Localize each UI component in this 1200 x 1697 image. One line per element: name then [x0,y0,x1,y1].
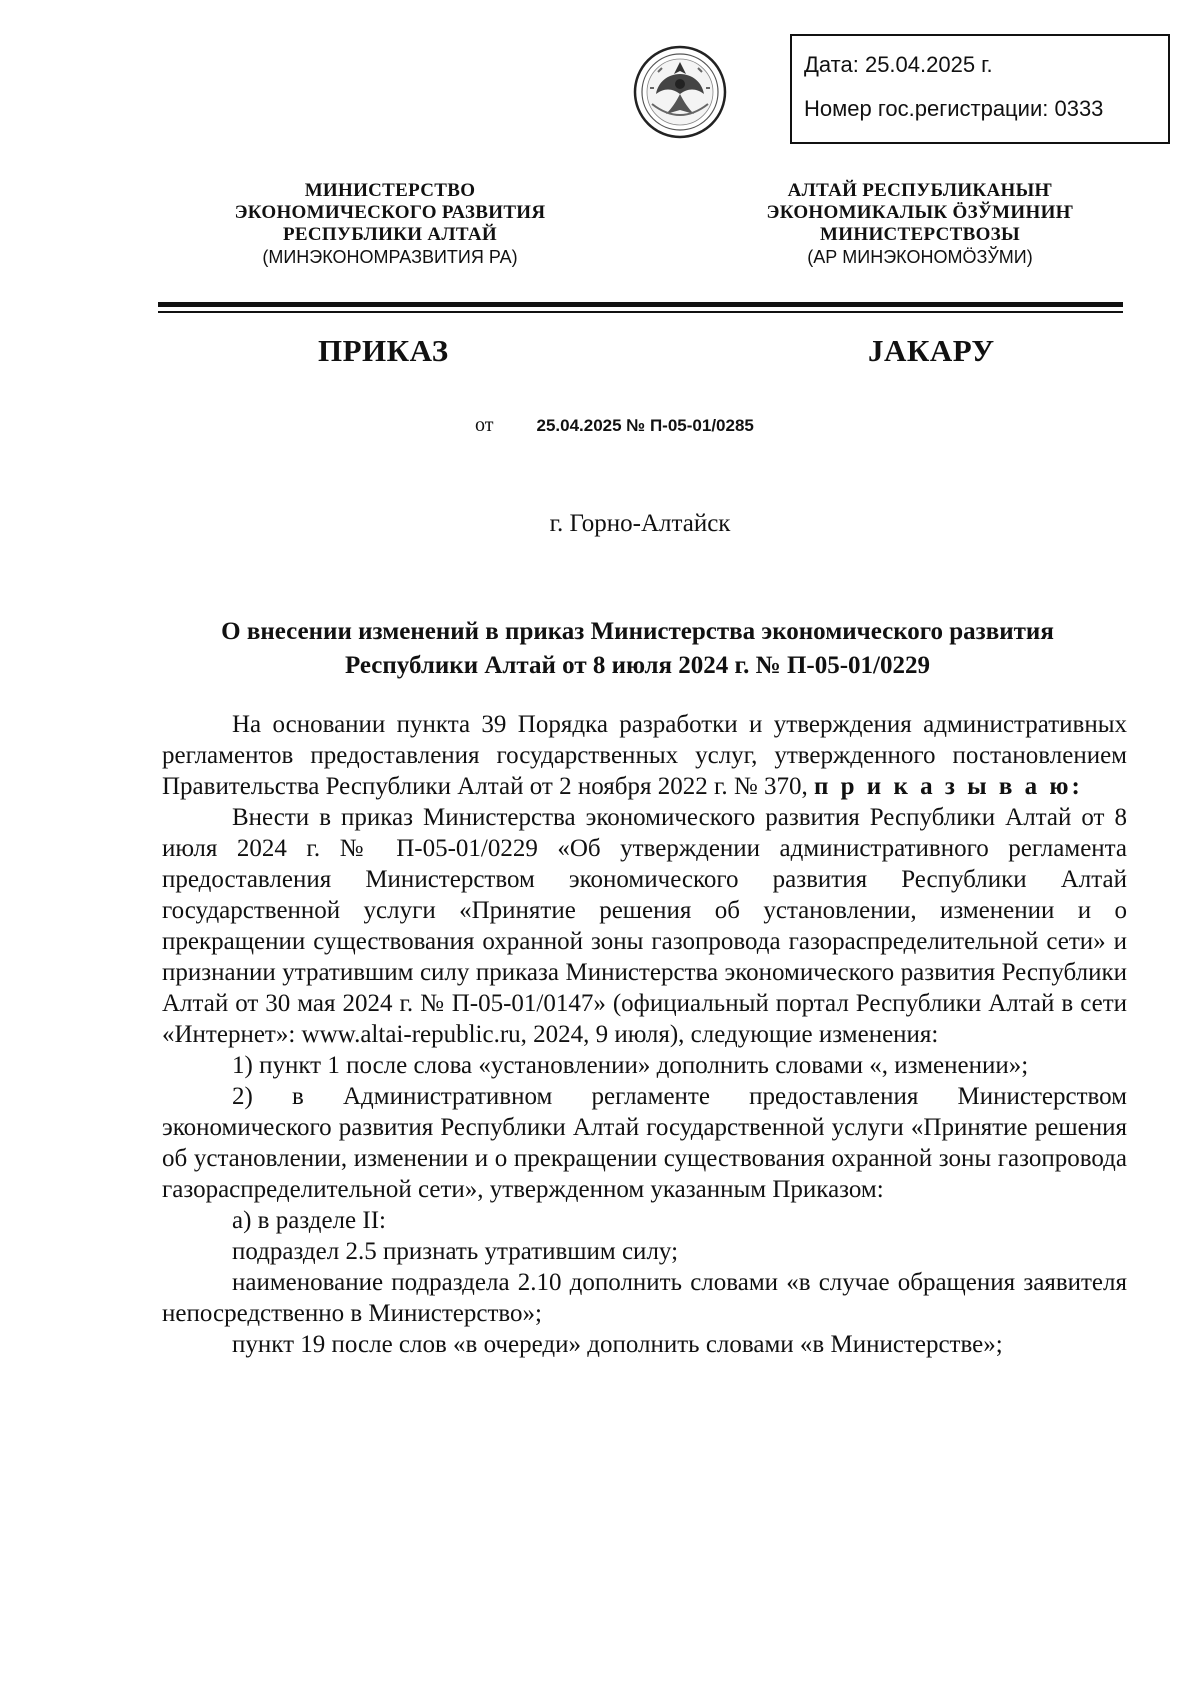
header-ru-abbr: (МИНЭКОНОМРАЗВИТИЯ РА) [262,247,518,267]
body-line-19: пункт 19 после слов «в очереди» дополнить словами «в Министерстве»; [232,1331,1003,1358]
stamp-reg-label: Номер гос.регистрации: [804,96,1049,121]
header-alt-abbr: (АР МИНЭКОНОМÖЗЎМИ) [807,247,1033,267]
order-from-label: от [475,414,494,436]
order-subject [150,615,1125,683]
header-ru-line1: МИНИСТЕРСТВО [304,180,476,201]
body-paragraph-basis [162,709,1127,802]
basis-text: На основании пункта 39 Порядка разработки и утверждения административных регламентов предоставления государственных услуг, утвержденного постановлением Правительства Республики Алтай от 2 ноября 2022 г. № 370, [162,711,1127,800]
stamp-date-value: 25.04.2025 г. [864,52,993,77]
body-line-2-10: наименование подраздела 2.10 дополнить словами «в случае обращения заявителя непосредственно в Министерство»; [162,1269,1127,1327]
order-body [162,709,1127,1360]
order-directive: п р и к а з ы в а ю: [813,773,1083,800]
ministry-header-alt [745,180,1095,268]
document-title-alt: ЈАКАРУ [868,333,995,368]
body-item-1: 1) пункт 1 после слова «установлении» дополнить словами «, изменении»; [232,1052,1029,1079]
body-paragraph-amend: Внести в приказ Министерства экономического развития Республики Алтай от 8 июля 2024 г. № П-05-01/0229 «Об утверждении административного регламента предоставления Министерством экономического развития Республики Алтай государственной услуги «Принятие решения об установлении, изменении и о прекращении существования охранной зоны газопровода газораспределительной сети» и признании утратившим силу приказа Министерства экономического развития Республики Алтай от 30 мая 2024 г. № П-05-01/0147» (официальный портал Республики Алтай в сети «Интернет»: www.altai-republic.ru, 2024, 9 июля), следующие изменения: [162,804,1127,1048]
header-divider-thin [158,311,1123,313]
stamp-reg-line [804,94,1168,138]
body-subitem-a: а) в разделе II: [232,1207,386,1234]
stamp-date-line [804,50,1168,94]
body-line-2-5: подраздел 2.5 признать утратившим силу; [232,1238,679,1265]
header-divider-thick [158,302,1123,307]
header-alt-line3: МИНИСТЕРСТВОЗЫ [820,224,1020,245]
stamp-date-label: Дата: [804,52,859,77]
stamp-reg-value: 0333 [1054,96,1104,121]
ministry-header-ru [205,180,575,268]
subject-line2: Республики Алтай от 8 июля 2024 г. № П-05-01/0229 [344,652,931,679]
header-alt-line2: ЭКОНОМИКАЛЫК ÖЗЎМИНИҤ [766,202,1074,223]
order-date-line [475,414,754,437]
subject-line1: О внесении изменений в приказ Министерства экономического развития [221,618,1054,645]
document-title-ru: ПРИКАЗ [318,333,449,368]
header-ru-line2: ЭКОНОМИЧЕСКОГО РАЗВИТИЯ [234,202,546,223]
city-line: г. Горно-Алтайск [549,510,731,537]
body-item-2: 2) в Административном регламенте предоставления Министерством экономического развития Республики Алтай государственной услуги «Принятие решения об установлении, изменении и о прекращении существования охранной зоны газопровода газораспределительной сети», утвержденном указанным Приказом: [162,1083,1127,1203]
altai-republic-emblem-icon [632,44,728,140]
header-alt-line1: АЛТАЙ РЕСПУБЛИКАНЫҤ [787,180,1053,201]
registration-stamp [790,34,1170,144]
header-ru-line3: РЕСПУБЛИКИ АЛТАЙ [283,224,497,245]
order-number: 25.04.2025 № П-05-01/0285 [536,416,754,435]
